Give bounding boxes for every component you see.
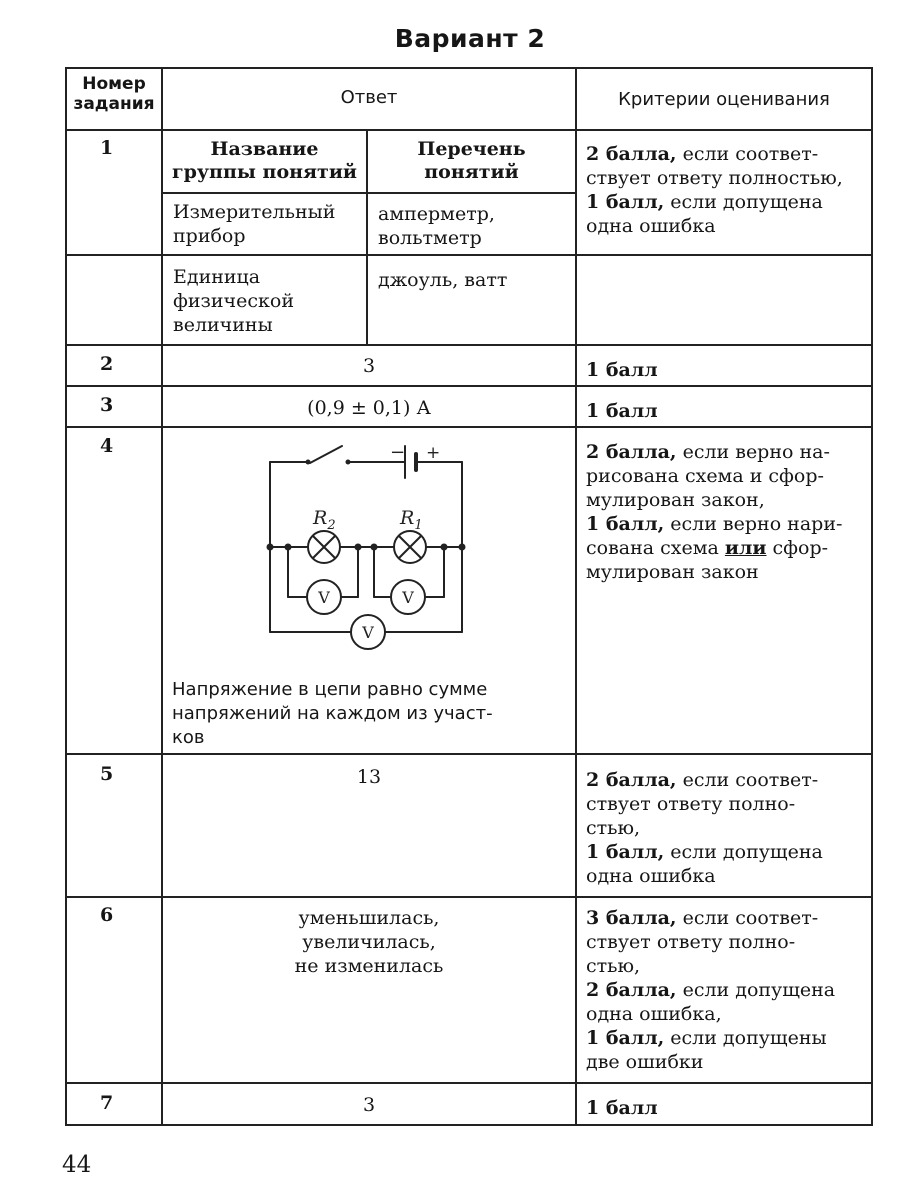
- task-7-number: 7: [100, 1092, 114, 1114]
- task-1-subheader-group: [162, 138, 367, 184]
- task-2-answer: 3: [362, 355, 376, 377]
- crit-text: сфор-: [766, 537, 829, 559]
- subheader-group-line2: группы понятий: [171, 161, 358, 183]
- crit-points: 2 балла,: [586, 143, 677, 165]
- subheader-list-line2: понятий: [424, 161, 519, 183]
- task-1-group-measuring-device: [173, 200, 335, 248]
- header-task-number-line2: задания: [73, 94, 155, 114]
- crit-points: 2 балла,: [586, 769, 677, 791]
- voltmeter-r2-symbol: V: [318, 588, 330, 607]
- group-unit-line2: физической: [173, 290, 294, 312]
- task-7-answer: 3: [362, 1094, 376, 1116]
- task-1-list-units: джоуль, ватт: [378, 269, 508, 291]
- task-1-subheader-list: [367, 138, 576, 184]
- crit-text: если допущена: [664, 841, 823, 863]
- task-2-number: 2: [100, 353, 114, 375]
- crit-text: одна ошибка: [586, 865, 716, 887]
- task-6-criteria: [586, 906, 835, 1074]
- crit-points: 2 балла,: [586, 979, 677, 1001]
- crit-text: если верно нари-: [664, 513, 843, 535]
- crit-text: стью,: [586, 817, 641, 839]
- task-1-list-devices: [378, 202, 495, 250]
- crit-points: 1 балл,: [586, 191, 665, 213]
- crit-text: если допущена: [664, 191, 823, 213]
- crit-text: мулирован закон,: [586, 489, 765, 511]
- crit-text: рисована схема и сфор-: [586, 465, 824, 487]
- task-4-criteria: [586, 440, 842, 584]
- task-1-number: 1: [100, 137, 114, 159]
- battery-plus-label: +: [426, 443, 441, 463]
- circuit-junctions: [267, 460, 466, 551]
- crit-text: ствует ответу полно-: [586, 931, 796, 953]
- crit-emphasis-or: или: [724, 537, 767, 559]
- header-task-number: [66, 74, 162, 114]
- crit-text: если соответ-: [676, 143, 819, 165]
- r2-label: $R_2$: [313, 507, 336, 533]
- answer-text-line: напряжений на каждом из участ-: [172, 703, 493, 724]
- group-unit-line1: Единица: [173, 266, 261, 288]
- answer-line: не изменилась: [294, 955, 444, 977]
- task-4-number: 4: [100, 435, 114, 457]
- voltmeter-total-symbol: V: [362, 623, 374, 642]
- subheader-group-line1: Название: [210, 138, 319, 160]
- task-5-criteria: [586, 768, 823, 888]
- answer-line: уменьшилась,: [298, 907, 440, 929]
- list-devices-line2: вольтметр: [378, 227, 482, 249]
- crit-text: если допущены: [664, 1027, 827, 1049]
- list-devices-line1: амперметр,: [378, 203, 495, 225]
- crit-text: если допущена: [676, 979, 836, 1001]
- task-2-criteria: 1 балл: [586, 359, 658, 381]
- header-task-number-line1: Номер: [82, 74, 146, 94]
- voltmeter-r1-symbol: V: [402, 588, 414, 607]
- crit-text: если соответ-: [676, 769, 819, 791]
- answer-text-line: Напряжение в цепи равно сумме: [172, 679, 488, 700]
- subheader-list-line1: Перечень: [417, 138, 526, 160]
- crit-text: если верно на-: [676, 441, 830, 463]
- header-answer: Ответ: [340, 87, 398, 108]
- group-measuring-line1: Измерительный: [173, 201, 336, 223]
- crit-text: мулирован закон: [586, 561, 759, 583]
- page-number: 44: [62, 1152, 92, 1178]
- answer-text-line: ков: [172, 727, 205, 748]
- task-3-criteria: 1 балл: [586, 400, 658, 422]
- crit-points: 1 балл,: [586, 513, 665, 535]
- answer-line: увеличилась,: [302, 931, 436, 953]
- task-5-answer: 13: [356, 766, 382, 788]
- crit-text: одна ошибка: [586, 215, 716, 237]
- task-3-answer: (0,9 ± 0,1) А: [307, 397, 431, 419]
- crit-text: одна ошибка,: [586, 1003, 722, 1025]
- page-title: Вариант 2: [394, 24, 546, 53]
- crit-text: стью,: [586, 955, 641, 977]
- crit-points: 1 балл,: [586, 841, 665, 863]
- task-5-number: 5: [100, 763, 114, 785]
- task-3-number: 3: [100, 394, 114, 416]
- battery-minus-label: −: [390, 442, 406, 463]
- crit-points: 2 балла,: [586, 441, 677, 463]
- crit-points: 3 балла,: [586, 907, 677, 929]
- task-1-group-physical-unit: [173, 265, 294, 337]
- crit-text: две ошибки: [586, 1051, 704, 1073]
- crit-points: 1 балл,: [586, 1027, 665, 1049]
- crit-text: если соответ-: [676, 907, 819, 929]
- task-6-answer: [162, 906, 576, 978]
- crit-text: сована схема: [586, 537, 725, 559]
- crit-text: ствует ответу полно-: [586, 793, 796, 815]
- task-7-criteria: 1 балл: [586, 1097, 658, 1119]
- crit-text: ствует ответу полностью,: [586, 167, 843, 189]
- task-1-criteria: [586, 142, 843, 238]
- group-measuring-line2: прибор: [173, 225, 246, 247]
- r1-label: $R_1$: [400, 507, 423, 533]
- task-6-number: 6: [100, 904, 114, 926]
- group-unit-line3: величины: [173, 314, 273, 336]
- circuit-diagram: [260, 432, 480, 660]
- task-4-answer-text: [172, 678, 493, 750]
- switch-blade: [310, 446, 342, 463]
- header-criteria: Критерии оценивания: [618, 89, 830, 110]
